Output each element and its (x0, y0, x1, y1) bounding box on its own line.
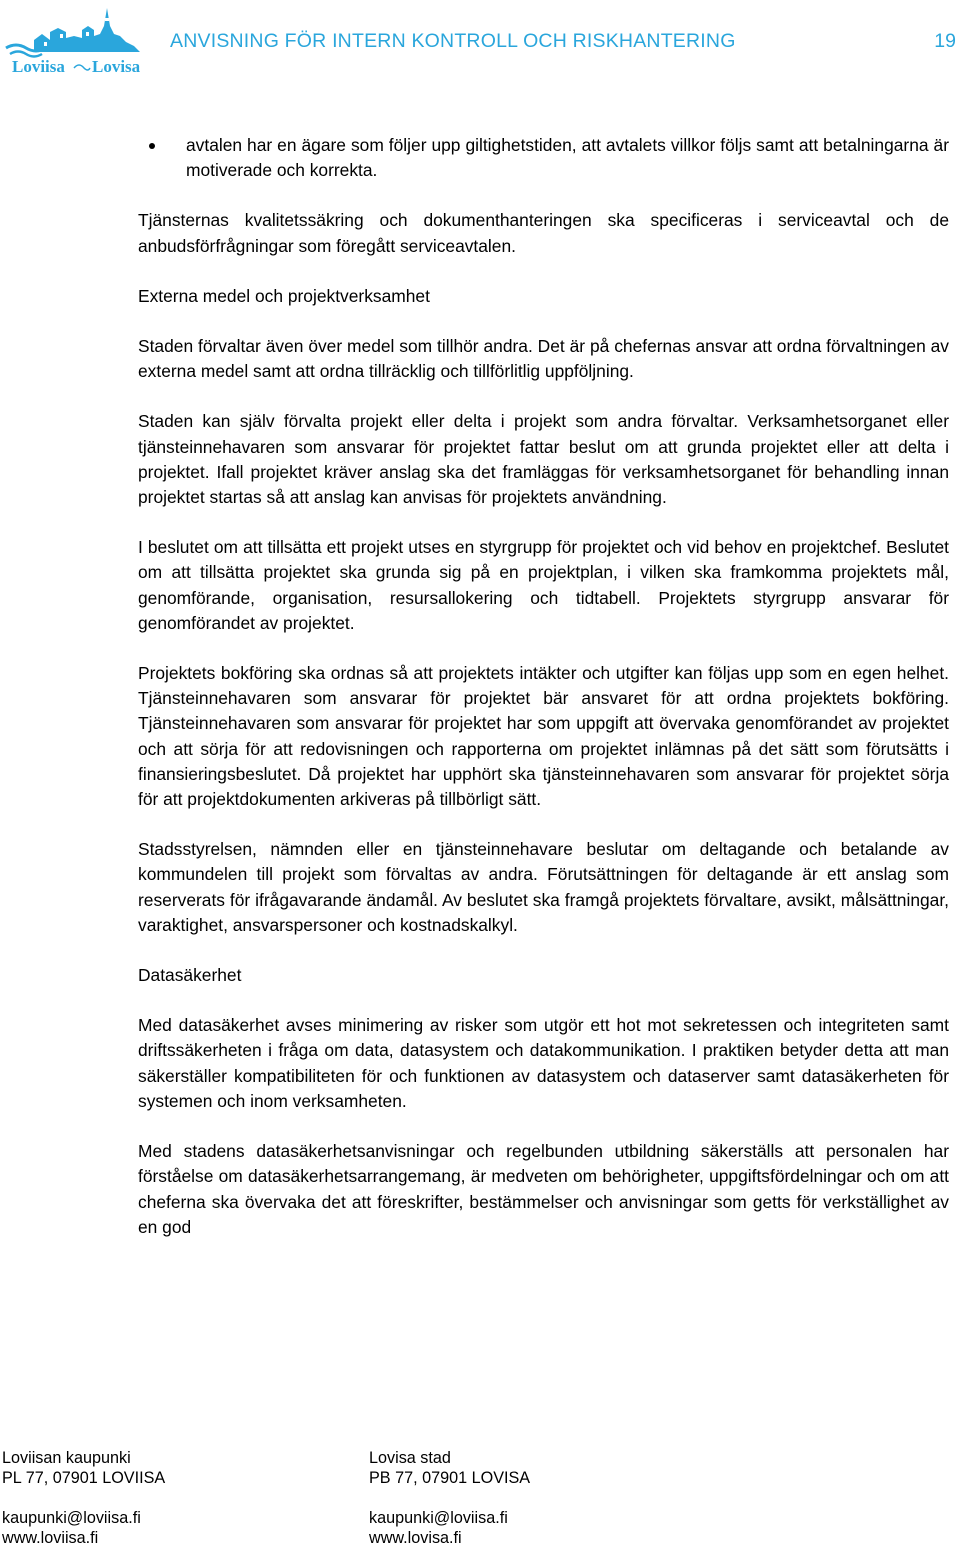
footer-website: www.lovisa.fi (369, 1529, 462, 1547)
document-body (138, 133, 949, 1240)
footer-finnish-address (2, 1448, 165, 1548)
footer-org-name: Loviisan kaupunki (2, 1449, 131, 1467)
loviisa-logo (4, 2, 144, 76)
list-item-text: avtalen har en ägare som följer upp giltighetstiden, att avtalets villkor följs samt att betalningarna är motiverade och korrekta. (186, 135, 949, 181)
footer-postal-address: PL 77, 07901 LOVIISA (2, 1469, 166, 1487)
list-item (186, 133, 949, 183)
paragraph: Med datasäkerhet avses minimering av risker som utgör ett hot mot sekretessen och integriteten samt driftssäkerheten i fråga om data, datasystem och datakommunikation. I praktiken betyder detta att man säkerställer kompatibiliteten för och funktionen av datasystem och dataserver samt datasäkerheten för systemen och inom verksamheten. (138, 1015, 949, 1111)
document-title: ANVISNING FÖR INTERN KONTROLL OCH RISKHANTERING (170, 30, 736, 52)
footer-swedish-address (369, 1448, 530, 1548)
paragraph: Projektets bokföring ska ordnas så att projektets intäkter och utgifter kan följas upp som en egen helhet. Tjänsteinnehavaren som ansvarar för projektet bär ansvaret för att ordna projektets bokföring. Tjänsteinnehavaren som ansvarar för projektet har som uppgift att övervaka genomförandet av projektet och att sörja för att redovisningen och rapporterna om projektet inlämnas på det sätt som förutsätts i finansieringsbeslutet. Då projektet har upphört ska tjänsteinnehavaren som ansvarar för projektet sörja för att projektdokumenten arkiveras på tillbörligt sätt. (138, 663, 949, 810)
svg-text:Lovisa: Lovisa (92, 57, 141, 76)
logo-graphic (4, 2, 144, 76)
paragraph: Tjänsternas kvalitetssäkring och dokumenthanteringen ska specificeras i serviceavtal och de anbudsförfrågningar som föregått serviceavtalen. (138, 210, 949, 256)
footer-email: kaupunki@loviisa.fi (2, 1509, 141, 1527)
paragraph: Staden förvaltar även över medel som tillhör andra. Det är på chefernas ansvar att ordna förvaltningen av externa medel samt att ordna tillräcklig och tillförlitlig uppföljning. (138, 336, 949, 382)
paragraph: Staden kan själv förvalta projekt eller delta i projekt som andra förvaltar. Verksamhetsorganet eller tjänsteinnehavaren som ansvarar för projektet fattar beslut om att grunda projektet eller att delta i projektet. Ifall projektet kräver anslag ska det framläggas för verksamhetsorganet för behandling innan projektet startas så att anslag kan anvisas för projektets användning. (138, 411, 949, 508)
page-header (0, 0, 960, 80)
page-footer (0, 1448, 960, 1555)
bullet-icon (149, 143, 155, 149)
paragraph: Med stadens datasäkerhetsanvisningar och regelbunden utbildning säkerställs att personalen har förståelse om datasäkerhetsarrangemang, är medveten om behörigheter, uppgiftsfördelningar och om att cheferna ska övervaka det att föreskrifter, bestämmelser och anvisningar som getts för verkställighet av en god (138, 1141, 949, 1237)
footer-email: kaupunki@loviisa.fi (369, 1509, 508, 1527)
paragraph: I beslutet om att tillsätta ett projekt utses en styrgrupp för projektet och vid behov en projektchef. Beslutet om att tillsätta projektet ska grunda sig på en projektplan, i vilken ska framkomma projektets mål, genomförande, organisation, resursallokering och tidtabell. Projektets styrgrupp ansvarar för genomförandet av projektet. (138, 537, 949, 633)
paragraph: Stadsstyrelsen, nämnden eller en tjänsteinnehavare beslutar om deltagande och betalande av kommundelen till projekt som förvaltas av andra. Förutsättningen för deltagande är ett anslag som reserverats för ifrågavarande ändamål. Av beslutet ska framgå projektets förvaltare, avsikt, målsättningar, varaktighet, ansvarspersoner och kostnadskalkyl. (138, 839, 949, 935)
footer-website: www.loviisa.fi (2, 1529, 99, 1547)
footer-org-name: Lovisa stad (369, 1449, 451, 1467)
section-heading: Datasäkerhet (138, 965, 242, 986)
footer-postal-address: PB 77, 07901 LOVISA (369, 1469, 531, 1487)
section-heading: Externa medel och projektverksamhet (138, 285, 430, 306)
svg-text:Loviisa: Loviisa (12, 57, 65, 76)
page-number: 19 (934, 30, 956, 52)
